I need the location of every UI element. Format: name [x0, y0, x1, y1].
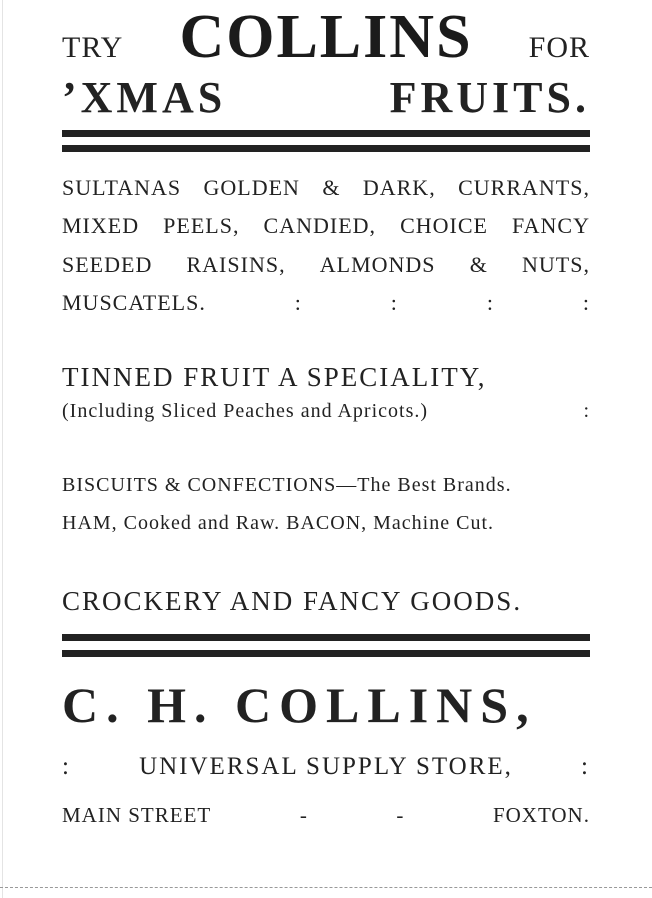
list-word: :: [486, 290, 494, 315]
store-colon-left: :: [62, 753, 71, 780]
store-colon-right: :: [581, 753, 590, 780]
address-dash: -: [299, 803, 308, 827]
bottom-edge-line: [0, 887, 652, 888]
crockery-heading: CROCKERY AND FANCY GOODS.: [62, 586, 523, 616]
list-word: RAISINS,: [186, 252, 286, 277]
town: FOXTON.: [492, 803, 590, 827]
list-line: [62, 252, 590, 278]
list-line: [62, 213, 590, 239]
list-word: FANCY: [512, 213, 590, 238]
store-name: C. H. COLLINS,: [62, 677, 537, 733]
list-word: GOLDEN: [203, 175, 300, 200]
tinned-colon: :: [583, 400, 590, 422]
list-word: NUTS,: [522, 252, 590, 277]
list-word: ALMONDS: [319, 252, 436, 277]
list-line: [62, 175, 590, 201]
list-word: :: [294, 290, 302, 315]
store-type-line: [62, 753, 590, 781]
list-word: &: [322, 175, 341, 200]
subheadline: [62, 72, 590, 123]
divider-rule: [62, 650, 590, 657]
tinned-note: (Including Sliced Peaches and Apricots.): [62, 400, 429, 422]
list-word: MIXED: [62, 213, 140, 238]
headline-for: FOR: [528, 31, 590, 64]
tinned-note-line: [62, 400, 590, 423]
divider-rule: [62, 145, 590, 152]
list-word: &: [469, 252, 488, 277]
street: MAIN STREET: [62, 803, 212, 827]
list-word: PEELS,: [163, 213, 240, 238]
subheadline-xmas: ’XMAS: [62, 73, 227, 122]
divider-rule: [62, 130, 590, 137]
store-type: UNIVERSAL SUPPLY STORE,: [139, 753, 513, 780]
biscuits-line: BISCUITS & CONFECTIONS—The Best Brands.: [62, 474, 512, 496]
subheadline-fruits: FRUITS.: [389, 73, 590, 122]
list-word: :: [390, 290, 398, 315]
ham-line: HAM, Cooked and Raw. BACON, Machine Cut.: [62, 512, 495, 534]
divider-rule: [62, 634, 590, 641]
headline-collins: COLLINS: [179, 3, 473, 71]
list-word: CANDIED,: [263, 213, 377, 238]
tinned-fruit-heading: TINNED FRUIT A SPECIALITY,: [62, 362, 487, 392]
list-word: :: [582, 290, 590, 315]
list-word: CURRANTS,: [458, 175, 590, 200]
address-dash: -: [396, 803, 405, 827]
list-word: SEEDED: [62, 252, 153, 277]
headline-try: TRY: [62, 31, 124, 64]
list-line: [62, 290, 590, 316]
page-edge: [2, 0, 3, 898]
list-word: SULTANAS: [62, 175, 182, 200]
list-word: CHOICE: [400, 213, 488, 238]
address-line: [62, 803, 590, 828]
list-word: DARK,: [362, 175, 436, 200]
headline: [62, 2, 590, 73]
list-word: MUSCATELS.: [62, 290, 206, 315]
